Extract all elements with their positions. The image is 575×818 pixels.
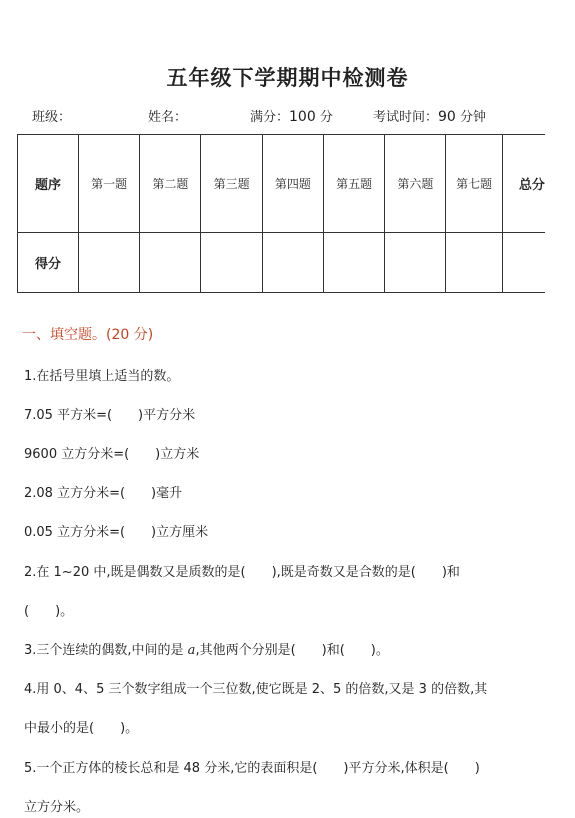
question-1c: 2.08 立方分米=( )毫升: [24, 486, 183, 501]
col-q3: 第三题: [201, 135, 262, 233]
question-2-line2: ( )。: [24, 604, 74, 619]
question-5-line1: 5.一个正方体的棱长总和是 48 分米,它的表面积是( )平方分米,体积是( ): [24, 761, 480, 776]
score-cell: [78, 233, 139, 293]
col-q7: 第七题: [446, 135, 502, 233]
score-table-header-row: [18, 135, 575, 233]
full-marks-label: 满分：: [250, 110, 290, 125]
section-heading-fill-blank: 一、填空题。(20 分): [22, 327, 154, 343]
full-marks-unit: 分: [319, 110, 333, 125]
exam-time-value: 90: [438, 109, 456, 125]
question-2-line1: 2.在 1~20 中,既是偶数又是质数的是( ),既是奇数又是合数的是( )和: [24, 565, 460, 580]
question-3-variable: a: [187, 643, 196, 658]
question-5-line2: 立方分米。: [24, 800, 90, 815]
page-title: 五年级下学期期中检测卷: [166, 65, 409, 90]
score-table-score-row: [18, 233, 575, 293]
full-marks: [250, 106, 333, 125]
score-table: [17, 134, 575, 293]
col-q6: 第六题: [385, 135, 446, 233]
page-edge-mask: [545, 120, 575, 310]
question-4-line1: 4.用 0、4、5 三个数字组成一个三位数,使它既是 2、5 的倍数,又是 3 的倍数,其: [24, 682, 488, 697]
col-q2: 第二题: [140, 135, 201, 233]
question-4-line2: 中最小的是( )。: [24, 721, 139, 736]
exam-time-unit: 分钟: [459, 110, 486, 125]
col-total: 总分: [502, 135, 574, 233]
col-q4: 第四题: [262, 135, 323, 233]
name-label: 姓名：: [148, 110, 188, 125]
score-cell: [140, 233, 201, 293]
score-cell: [323, 233, 384, 293]
exam-time: [373, 106, 486, 125]
class-label: 班级：: [32, 110, 72, 125]
question-1a: 7.05 平方米=( )平方分米: [24, 408, 196, 423]
question-3-pre: 3.三个连续的偶数,中间的是: [24, 643, 188, 658]
score-cell: [385, 233, 446, 293]
question-1b: 9600 立方分米=( )立方米: [24, 447, 200, 462]
exam-time-label: 考试时间：: [373, 110, 439, 125]
score-cell: [262, 233, 323, 293]
full-marks-value: 100: [289, 109, 316, 125]
question-3-post: ,其他两个分别是( )和( )。: [195, 643, 389, 658]
score-cell: [201, 233, 262, 293]
question-1: 1.在括号里填上适当的数。: [24, 369, 180, 384]
col-q5: 第五题: [323, 135, 384, 233]
row-head-score: 得分: [18, 233, 79, 293]
col-q1: 第一题: [78, 135, 139, 233]
question-3: [24, 639, 389, 658]
score-cell: [446, 233, 502, 293]
row-head-order: 题序: [18, 135, 79, 233]
question-1d: 0.05 立方分米=( )立方厘米: [24, 525, 209, 540]
